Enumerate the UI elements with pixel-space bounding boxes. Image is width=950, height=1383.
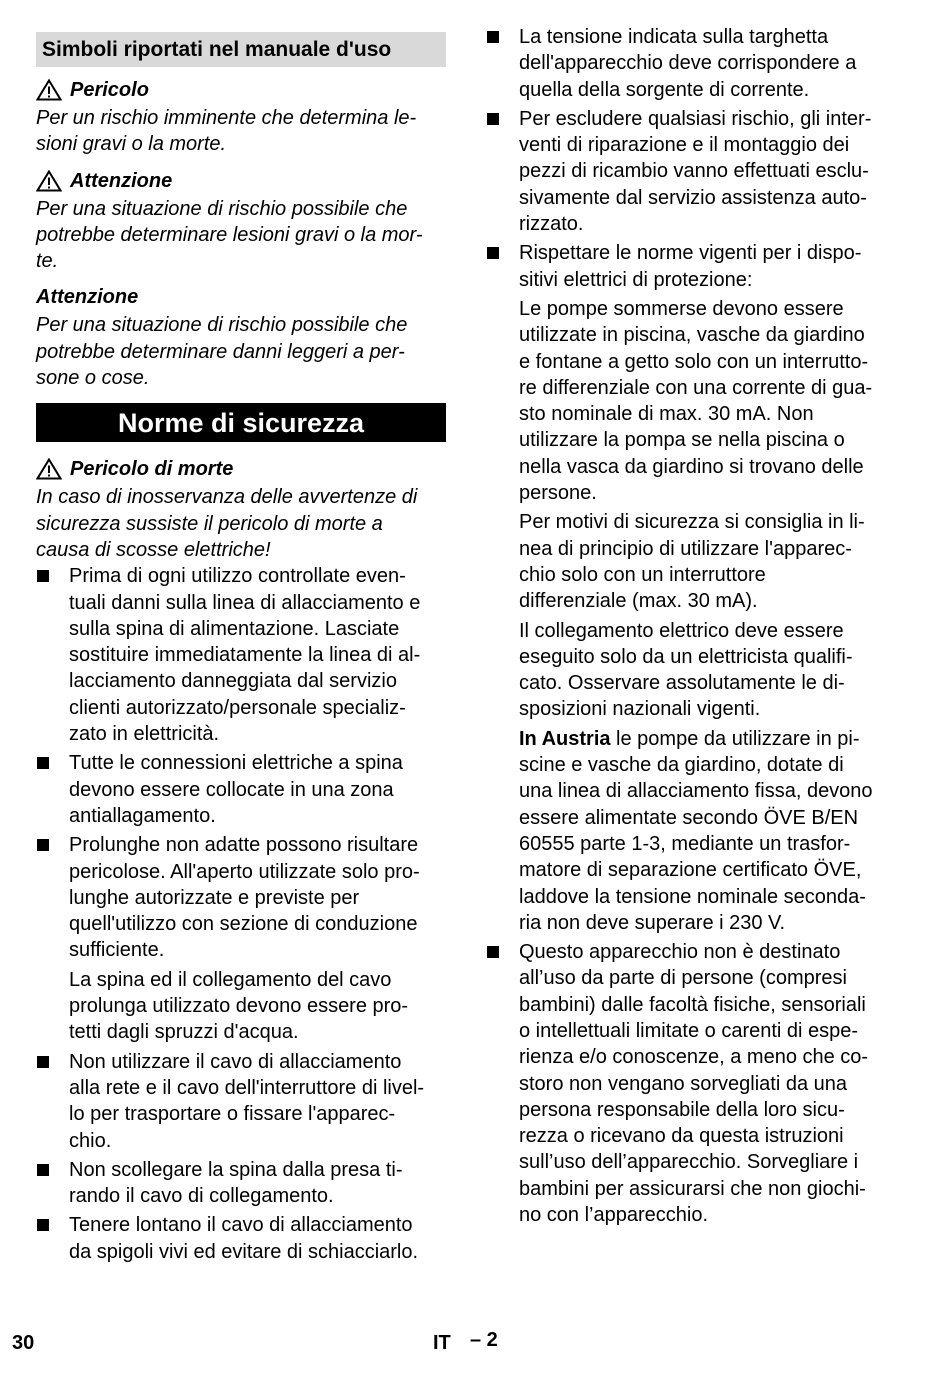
text-line: rando il cavo di collegamento.: [69, 1185, 334, 1208]
caution-text: [36, 312, 446, 391]
text-line: dell'apparecchio deve corrispondere a: [519, 52, 857, 75]
text-line: Non utilizzare il cavo di allacciamento: [69, 1050, 402, 1073]
warning-triangle-icon: [36, 458, 62, 480]
text-line: rizzato.: [519, 213, 584, 236]
text-line: sulla spina di alimentazione. Lasciate: [69, 617, 400, 640]
text-line: potrebbe determinare lesioni gravi o la mor-: [36, 223, 423, 246]
austria-bold: In Austria: [519, 727, 611, 750]
text-line: Per una situazione di rischio possibile che: [36, 314, 408, 337]
text-line: lacciamento danneggiata dal servizio: [69, 670, 397, 693]
text-line: no con l’apparecchio.: [519, 1204, 709, 1227]
text-line: lunghe autorizzate e previste per: [69, 886, 360, 909]
text-line: storo non vengano sorvegliati da una: [519, 1072, 848, 1095]
page-suffix: – 2: [470, 1329, 498, 1351]
text-line: Il collegamento elettrico deve essere: [519, 619, 844, 642]
text-line: La tensione indicata sulla targhetta: [519, 26, 829, 48]
austria-first-line: le pompe da utilizzare in pi-: [610, 727, 860, 750]
list-item: [36, 1049, 446, 1154]
austria-paragraph: [486, 726, 896, 936]
text-line: sto nominale di max. 30 mA. Non: [519, 403, 814, 426]
page-number: 30: [12, 1332, 35, 1354]
text-line: Per escludere qualsiasi rischio, gli inter-: [519, 107, 872, 130]
text-line: Prima di ogni utilizzo controllate even-: [69, 565, 406, 588]
danger-title-text: Pericolo: [70, 79, 149, 101]
left-column: [36, 26, 446, 1265]
warning-text: [36, 196, 446, 275]
text-line: 60555 parte 1-3, mediante un trasfor-: [519, 832, 851, 855]
text-line: devono essere collocate in una zona: [69, 778, 394, 801]
right-column: [486, 24, 896, 1228]
text-line: prolunga utilizzato devono essere pro-: [69, 995, 409, 1018]
text-line: antiallagamento.: [69, 804, 216, 827]
text-line: tetti dagli spruzzi d'acqua.: [69, 1021, 299, 1044]
list-item: [486, 106, 896, 237]
text-line: pericolose. All'aperto utilizzate solo pro-: [69, 860, 420, 883]
text-line: sufficiente.: [69, 939, 165, 962]
text-line: scine e vasche da giardino, dotate di: [519, 754, 844, 777]
text-line: tuali danni sulla linea di allacciamento e: [69, 591, 421, 614]
text-line: Non scollegare la spina dalla presa ti-: [69, 1158, 403, 1181]
text-line: e fontane a getto solo con un interrutto-: [519, 350, 869, 373]
text-line: Prolunghe non adatte possono risultare: [69, 834, 419, 857]
text-line: sicurezza sussiste il pericolo di morte a: [36, 512, 383, 535]
list-item: [36, 832, 446, 963]
death-text: [36, 484, 446, 563]
symbols-heading: Simboli riportati nel manuale d'uso: [36, 32, 446, 67]
text-line: alla rete e il cavo dell'interruttore di livel-: [69, 1076, 425, 1099]
text-line: Rispettare le norme vigenti per i dispo-: [519, 242, 862, 265]
text-line: [519, 726, 896, 752]
warning-triangle-icon: [36, 79, 62, 101]
text-line: sioni gravi o la morte.: [36, 133, 227, 156]
warning-title: [36, 168, 446, 194]
language-code: IT: [433, 1332, 451, 1354]
pumps-paragraph: [486, 296, 896, 506]
text-line: Per una situazione di rischio possibile che: [36, 197, 408, 220]
text-line: quella della sorgente di corrente.: [519, 78, 810, 101]
bullet-square-icon: [487, 946, 499, 958]
text-line: Tenere lontano il cavo di allacciamento: [69, 1214, 413, 1237]
list-item: [36, 1157, 446, 1210]
text-line: essere alimentate secondo ÖVE B/EN: [519, 806, 859, 829]
bullet-square-icon: [37, 1219, 49, 1231]
warning-triangle-icon: [36, 170, 62, 192]
text-line: utilizzate in piscina, vasche da giardino: [519, 324, 865, 347]
text-line: Tutte le connessioni elettriche a spina: [69, 752, 403, 775]
list-item: [486, 939, 896, 1228]
text-line: sitivi elettrici di protezione:: [519, 268, 753, 291]
text-line: una linea di allacciamento fissa, devono: [519, 780, 873, 803]
text-line: nea di principio di utilizzare l'apparec-: [519, 537, 852, 560]
text-line: Le pompe sommerse devono essere: [519, 297, 844, 320]
text-line: o intellettuali limitate o carenti di espe-: [519, 1019, 859, 1042]
text-line: quell'utilizzo con sezione di conduzione: [69, 913, 418, 936]
text-line: In caso di inosservanza delle avvertenze di: [36, 486, 418, 509]
text-line: matore di separazione certificato ÖVE,: [519, 859, 862, 882]
death-title-text: Pericolo di morte: [70, 458, 234, 481]
text-line: chio solo con un interruttore: [519, 563, 766, 586]
text-line: Per un rischio imminente che determina le-: [36, 107, 417, 129]
bullet-square-icon: [487, 247, 499, 259]
danger-title: [36, 77, 446, 103]
text-line: zato in elettricità.: [69, 723, 220, 746]
text-line: eseguito solo da un elettricista qualifi-: [519, 645, 853, 668]
text-line: Per motivi di sicurezza si consiglia in li-: [519, 511, 865, 534]
text-line: causa di scosse elettriche!: [36, 538, 271, 561]
danger-text: [36, 105, 446, 158]
bullet-square-icon: [487, 31, 499, 43]
text-line: pezzi di ricambio vanno effettuati esclu-: [519, 160, 869, 183]
bullet-square-icon: [37, 1164, 49, 1176]
list-item: [36, 750, 446, 829]
text-line: Questo apparecchio non è destinato: [519, 941, 841, 964]
bullet-square-icon: [37, 1056, 49, 1068]
text-line: bambini per assicurarsi che non giochi-: [519, 1177, 866, 1200]
list-item: [36, 563, 446, 747]
text-line: bambini) dalle facoltà fisiche, sensoriali: [519, 993, 866, 1016]
text-line: ria non deve superare i 230 V.: [519, 911, 786, 934]
text-line: laddove la tensione nominale seconda-: [519, 885, 866, 908]
text-line: sostituire immediatamente la linea di al-: [69, 644, 421, 667]
text-line: rienza e/o conoscenze, a meno che co-: [519, 1046, 869, 1069]
text-line: persone.: [519, 482, 597, 505]
text-line: sposizioni nazionali vigenti.: [519, 698, 761, 721]
text-line: sull’uso dell’apparecchio. Sorvegliare i: [519, 1151, 859, 1174]
safety-paragraph: [486, 509, 896, 614]
text-line: da spigoli vivi ed evitare di schiacciarlo.: [69, 1240, 419, 1263]
text-line: chio.: [69, 1129, 112, 1152]
list-item: [36, 1212, 446, 1265]
list-item: [486, 240, 896, 293]
bullet-square-icon: [37, 839, 49, 851]
text-line: La spina ed il collegamento del cavo: [69, 968, 392, 991]
safety-heading: Norme di sicurezza: [36, 403, 446, 442]
text-line: nella vasca da giardino si trovano delle: [519, 455, 864, 478]
text-line: utilizzare la pompa se nella piscina o: [519, 429, 845, 452]
bullet-square-icon: [37, 570, 49, 582]
death-title: [36, 456, 446, 482]
text-line: sivamente dal servizio assistenza auto-: [519, 186, 867, 209]
text-line: lo per trasportare o fissare l'apparec-: [69, 1103, 396, 1126]
caution-title-text: Attenzione: [36, 286, 139, 309]
bullet-square-icon: [487, 113, 499, 125]
text-line: clienti autorizzato/personale specializ-: [69, 696, 406, 719]
text-line: rezza o ricevano da questa istruzioni: [519, 1125, 844, 1148]
text-line: venti di riparazione e il montaggio dei: [519, 134, 850, 157]
text-line: all’uso da parte di persone (compresi: [519, 967, 847, 990]
text-line: persona responsabile della loro sicu-: [519, 1098, 845, 1121]
list-item: [486, 24, 896, 103]
text-line: sone o cose.: [36, 367, 150, 390]
warning-title-text: Attenzione: [70, 169, 173, 192]
extension-note: [36, 967, 446, 1046]
bullet-square-icon: [37, 757, 49, 769]
text-line: differenziale (max. 30 mA).: [519, 590, 758, 613]
text-line: te.: [36, 250, 59, 273]
electrician-paragraph: [486, 618, 896, 723]
text-line: re differenziale con una corrente di gua-: [519, 376, 873, 399]
text-line: cato. Osservare assolutamente le di-: [519, 672, 845, 695]
text-line: potrebbe determinare danni leggeri a per-: [36, 340, 405, 363]
caution-title: [36, 284, 446, 310]
